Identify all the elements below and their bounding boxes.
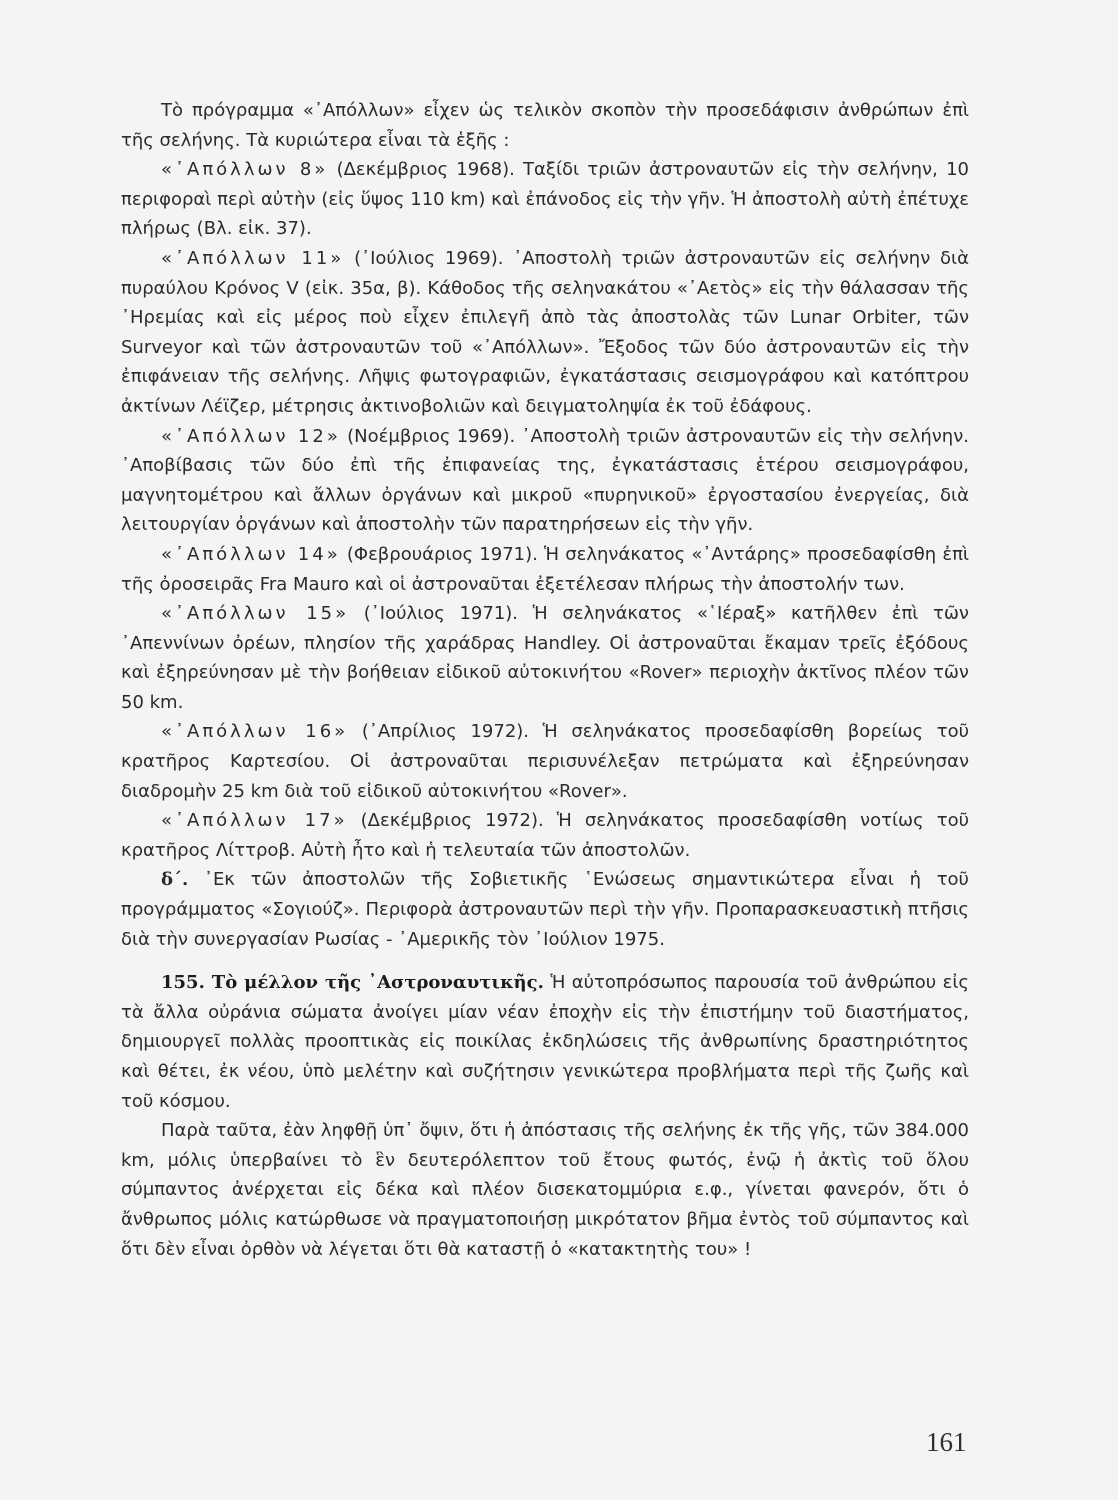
- soviet-text: ᾿Εκ τῶν ἀποστολῶν τῆς Σοβιετικῆς ῾Ενώσεως σημαντικώτερα εἶναι ἡ τοῦ προγράμματος «Σογιούζ». Περιφορὰ ἀστροναυτῶν περὶ τὴν γῆν. Προπαρασκευαστικὴ πτῆσις διὰ τὴν συνεργασίαν Ρωσίας - ᾿Αμερικῆς τὸν ᾿Ιούλιον 1975.: [121, 869, 969, 950]
- mission-title: «᾿Απόλλων 14»: [161, 543, 341, 565]
- page-body-text: [121, 96, 969, 1264]
- mission-text: (᾿Ιούλιος 1969). ᾿Αποστολὴ τριῶν ἀστροναυτῶν εἰς σελήνην διὰ πυραύλου Κρόνος V (εἰκ. 35α, β). Κάθοδος τῆς σεληνακάτου «᾿Αετὸς» εἰς τὴν θάλασσαν τῆς ᾿Ηρεμίας καὶ εἰς μέρος ποὺ εἶχεν ἐπιλεγῆ ἀπὸ τὰς ἀποστολὰς τῶν Lunar Orbiter, τῶν Surveyor καὶ τῶν ἀστροναυτῶν τοῦ «᾿Απόλλων». Ἔξοδος τῶν δύο ἀστροναυτῶν εἰς τὴν ἐπιφάνειαν τῆς σελήνης. Λῆψις φωτογραφιῶν, ἐγκατάστασις σεισμογράφου καὶ κατόπτρου ἀκτίνων Λέϊζερ, μέτρησις ἀκτινοβολιῶν καὶ δειγματοληψία ἐκ τοῦ ἐδάφους.: [121, 247, 969, 417]
- mission-apollo-12: [121, 422, 969, 540]
- closing-paragraph: [121, 1116, 969, 1264]
- mission-title: «᾿Απόλλων 17»: [161, 810, 348, 832]
- soviet-paragraph: [121, 865, 969, 954]
- section-heading: 155. Τὸ μέλλον τῆς ᾿Αστροναυτικῆς.: [161, 972, 544, 994]
- soviet-label: δ΄.: [161, 869, 189, 891]
- mission-text: (Νοέμβριος 1969). ᾿Αποστολὴ τριῶν ἀστροναυτῶν εἰς τὴν σελήνην. ᾿Αποβίβασις τῶν δύο ἐπὶ τῆς ἐπιφανείας της, ἐγκατάστασις ἑτέρου σεισμογράφου, μαγνητομέτρου καὶ ἄλλων ὀργάνων καὶ μικροῦ «πυρηνικοῦ» ἐργοστασίου ἐνεργείας, διὰ λειτουργίαν ὀργάνων καὶ ἀποστολὴν τῶν παρατηρήσεων εἰς τὴν γῆν.: [121, 425, 969, 536]
- intro-paragraph: [121, 96, 969, 155]
- mission-title: «᾿Απόλλων 12»: [161, 425, 341, 447]
- mission-text: (Δεκέμβριος 1972). Ἡ σεληνάκατος προσεδαφίσθη νοτίως τοῦ κρατῆρος Λίττροβ. Αὐτὴ ἦτο καὶ ἡ τελευταία τῶν ἀποστολῶν.: [121, 810, 969, 861]
- mission-title: «᾿Απόλλων 8»: [161, 159, 329, 181]
- mission-text: (᾿Ιούλιος 1971). Ἡ σεληνάκατος «῾Ιέραξ» κατῆλθεν ἐπὶ τῶν ᾿Απεννίνων ὀρέων, πλησίον τῆς χαράδρας Handley. Οἱ ἀστροναῦται ἔκαμαν τρεῖς ἐξόδους καὶ ἐξηρεύνησαν μὲ τὴν βοήθειαν εἰδικοῦ αὐτοκινήτου «Rover» περιοχὴν ἀκτῖνος πλέον τῶν 50 km.: [121, 603, 969, 713]
- mission-apollo-17: [121, 806, 969, 865]
- section-text: Ἡ αὐτοπρόσωπος παρουσία τοῦ ἀνθρώπου εἰς τὰ ἄλλα οὐράνια σώματα ἀνοίγει μίαν νέαν ἐποχὴν εἰς τὴν ἐπιστήμην τοῦ διαστήματος, δημιουργεῖ πολλὰς προοπτικὰς εἰς ποικίλας ἐκδηλώσεις τῆς ἀνθρωπίνης δραστηριότητος καὶ θέτει, ἐκ νέου, ὑπὸ μελέτην καὶ συζήτησιν γενικώτερα προβλήματα περὶ τῆς ζωῆς καὶ τοῦ κόσμου.: [121, 972, 969, 1112]
- mission-title: «᾿Απόλλων 16»: [161, 721, 349, 743]
- mission-text: (Δεκέμβριος 1968). Ταξίδι τριῶν ἀστροναυτῶν εἰς τὴν σελήνην, 10 περιφοραὶ περὶ αὐτὴν (εἰς ὕψος 110 km) καὶ ἐπάνοδος εἰς τὴν γῆν. Ἡ ἀποστολὴ αὐτὴ ἐπέτυχε πλήρως (Βλ. εἰκ. 37).: [121, 159, 969, 240]
- mission-apollo-15: [121, 599, 969, 717]
- page-number: 161: [926, 1427, 967, 1457]
- intro-text: Τὸ πρόγραμμα «᾿Απόλλων» εἶχεν ὡς τελικὸν σκοπὸν τὴν προσεδάφισιν ἀνθρώπων ἐπὶ τῆς σελήνης. Τὰ κυριώτερα εἶναι τὰ ἑξῆς :: [121, 100, 969, 151]
- mission-title: «᾿Απόλλων 11»: [161, 247, 345, 269]
- mission-text: (Φεβρουάριος 1971). Ἡ σεληνάκατος «᾿Αντάρης» προσεδαφίσθη ἐπὶ τῆς ὀροσειρᾶς Fra Mauro καὶ οἱ ἀστροναῦται ἐξετέλεσαν πλήρως τὴν ἀποστολήν των.: [121, 543, 969, 595]
- mission-text: (᾿Απρίλιος 1972). Ἡ σεληνάκατος προσεδαφίσθη βορείως τοῦ κρατῆρος Καρτεσίου. Οἱ ἀστροναῦται περισυνέλεξαν πετρώματα καὶ ἐξηρεύνησαν διαδρομὴν 25 km διὰ τοῦ εἰδικοῦ αὐτοκινήτου «Rover».: [121, 721, 969, 802]
- section-155-paragraph: [121, 968, 969, 1116]
- closing-text: Παρὰ ταῦτα, ἐὰν ληφθῇ ὑπ᾿ ὄψιν, ὅτι ἡ ἀπόστασις τῆς σελήνης ἐκ τῆς γῆς, τῶν 384.000 km, μόλις ὑπερβαίνει τὸ ἓν δευτερόλεπτον τοῦ ἔτους φωτός, ἐνῷ ἡ ἀκτὶς τοῦ ὅλου σύμπαντος ἀνέρχεται εἰς δέκα καὶ πλέον δισεκατομμύρια ε.φ., γίνεται φανερόν, ὅτι ὁ ἄνθρωπος μόλις κατώρθωσε νὰ πραγματοποιήσῃ μικρότατον βῆμα ἐντὸς τοῦ σύμπαντος καὶ ὅτι δὲν εἶναι ὀρθὸν νὰ λέγεται ὅτι θὰ καταστῇ ὁ «κατακτητὴς του» !: [121, 1120, 969, 1260]
- mission-apollo-8: [121, 155, 969, 244]
- mission-title: «᾿Απόλλων 15»: [161, 603, 350, 625]
- mission-apollo-11: [121, 244, 969, 422]
- mission-apollo-16: [121, 717, 969, 806]
- mission-apollo-14: [121, 540, 969, 599]
